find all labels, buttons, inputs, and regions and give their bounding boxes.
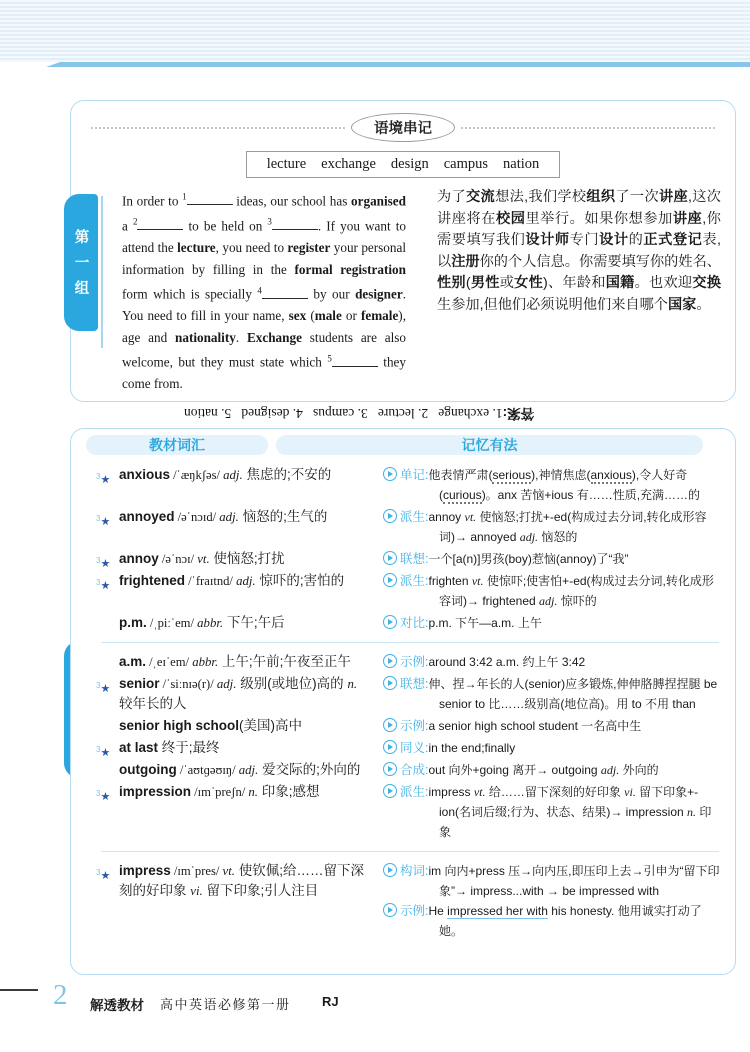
fill-blank-2: 2 — [133, 218, 184, 233]
note-type-label: 联想: — [400, 677, 429, 691]
note-type-label: 合成: — [400, 763, 429, 777]
vocab-word-cell: $^3$★ annoy /əˈnɔɪ/ vt. 使恼怒;打扰 — [119, 549, 371, 569]
memory-note: 联想:一个[a(n)]男孩(boy)惹恼(annoy)了“我” — [383, 549, 723, 569]
play-circle-icon — [383, 654, 397, 668]
memory-note: 合成:out 向外+going 离开→ outgoing adj. 外向的 — [383, 760, 723, 780]
column-header-words: 教材词汇 — [86, 435, 268, 455]
play-circle-icon — [383, 509, 397, 523]
book-brand: 解透教材 — [90, 998, 144, 1013]
fill-blank-5: 5 — [327, 355, 378, 370]
star-rating-icon: $^3$★ — [96, 556, 111, 570]
vocab-word-cell: $^3$★ impression /ɪmˈpreʃn/ n. 印象;感想 — [119, 782, 371, 802]
star-rating-icon: $^3$★ — [96, 578, 111, 592]
vocab-word-cell: outgoing /ˈaʊtɡəʊɪŋ/ adj. 爱交际的;外向的 — [119, 762, 361, 777]
vocab-entry-row — [93, 760, 723, 780]
passage-english: In order to $^1$ ideas, our school has organised a $^2$ to be held on $^3$ . If you want to attend the lecture, you need to register your personal information by filling in the formal registration form which is specially $^4$ by our designer. You need to fill in your name, sex (male or female), age and nationality. Exchange students are also welcome, but they must state which $^5$ they come from. — [122, 192, 407, 392]
vocab-entry-row — [93, 652, 723, 672]
dotted-divider — [461, 127, 715, 129]
note-type-label: 对比: — [400, 616, 429, 630]
footer-rule — [0, 989, 38, 991]
cloze-passage — [83, 187, 723, 395]
vocab-word-cell: $^3$★ senior /ˈsiːnɪə(r)/ adj. 级别(或地位)高的 n. 较年长的人 — [96, 676, 358, 711]
answers-row — [83, 405, 723, 426]
memory-note: 联想:伸、捏→年长的人(senior)应多锻炼,伸伸胳膊捏捏腿 be senior to 比……级别高(地位高)。用 to 不用 than — [383, 674, 723, 714]
tab-accent-line — [101, 196, 103, 348]
context-title-row — [91, 113, 715, 142]
memory-note: 同义:in the end;finally — [383, 738, 723, 758]
context-memory-section — [70, 100, 736, 421]
vocab-word-cell: $^3$★ annoyed /əˈnɔɪd/ adj. 恼怒的;生气的 — [119, 507, 371, 527]
star-rating-icon: $^3$★ — [96, 514, 111, 528]
memory-note: 对比:p.m. 下午—a.m. 上午 — [383, 613, 723, 633]
answer-key-upside-down — [184, 405, 534, 425]
blank-line — [187, 193, 233, 206]
vocab-word-cell: $^3$★ anxious /ˈæŋkʃəs/ adj. 焦虑的;不安的 — [119, 465, 371, 485]
memory-note: 派生:annoy vt. 使恼怒;打扰+-ed(构成过去分词,转化成形容词)→ annoyed adj. 恼怒的 — [383, 507, 723, 547]
vocab-entry-row — [93, 613, 723, 633]
vocab-memory-cell — [383, 613, 723, 633]
vocab-word-cell: $^3$★ at last 终于;最终 — [119, 738, 371, 758]
vocabulary-section — [70, 428, 736, 975]
play-circle-icon — [383, 903, 397, 917]
vocab-memory-cell — [383, 465, 723, 505]
vocab-memory-cell — [383, 507, 723, 547]
word-bank-word: exchange — [321, 156, 376, 172]
blank-line — [137, 218, 183, 231]
page-number: 2 — [53, 979, 68, 1011]
vocab-memory-cell — [383, 716, 723, 736]
note-type-label: 示例: — [400, 655, 429, 669]
play-circle-icon — [383, 467, 397, 481]
play-circle-icon — [383, 784, 397, 798]
vocab-entry-row — [93, 861, 723, 941]
group-tab-1-label: 第一组 — [72, 229, 89, 306]
book-title: 高中英语必修第一册 — [160, 997, 291, 1012]
word-bank-word: design — [390, 156, 429, 172]
fill-blank-1: 1 — [182, 193, 233, 208]
note-type-label: 联想: — [400, 552, 429, 566]
play-circle-icon — [383, 573, 397, 587]
blank-line — [272, 218, 318, 231]
vocab-entry-row — [93, 465, 723, 505]
blank-line — [262, 286, 308, 299]
play-circle-icon — [383, 718, 397, 732]
word-bank — [246, 151, 560, 178]
word-bank-word: nation — [503, 156, 540, 172]
vocab-memory-cell — [383, 738, 723, 758]
note-type-label: 单记: — [400, 468, 429, 482]
note-type-label: 派生: — [400, 510, 429, 524]
note-type-label: 构词: — [400, 864, 429, 878]
vocab-memory-cell — [383, 760, 723, 780]
memory-note: 构词:im 向内+press 压→向内压,即压印上去→引申为“留下印象”→ impress...with → be impressed with — [383, 861, 723, 901]
answer-key-label: 答案: — [502, 405, 535, 421]
star-rating-icon: $^3$★ — [96, 472, 111, 486]
passage-chinese-translation: 为了交流想法,我们学校组织了一次讲座,这次讲座将在校园里举行。如果你想参加讲座,你需要填写我们设计师专门设计的正式登记表,以注册你的个人信息。你需要填写你的姓名、性别(男性或女性)、年龄和国籍。也欢迎交换生参加,但他们必须说明他们来自哪个国家。 — [437, 189, 721, 313]
memory-note: 派生:frighten vt. 使惊吓;使害怕+-ed(构成过去分词,转化成形容词)→ frightened adj. 惊吓的 — [383, 571, 723, 611]
play-circle-icon — [383, 762, 397, 776]
vocab-memory-cell — [383, 652, 723, 672]
column-header-row — [71, 435, 735, 455]
vocab-entry-row — [93, 716, 723, 736]
blank-line — [332, 354, 378, 367]
memory-note: 派生:impress vt. 给……留下深刻的好印象 vi. 留下印象+-ion(名词后缀;行为、状态、结果)→ impression n. 印象 — [383, 782, 723, 842]
vocab-word-cell: $^3$★ impress /ɪmˈpres/ vt. 使钦佩;给……留下深刻的好印象 vi. 留下印象;引人注目 — [96, 863, 364, 898]
note-type-label: 同义: — [400, 741, 429, 755]
book-edition: RJ — [322, 994, 339, 1009]
vocab-word-cell: a.m. /ˌeɪˈem/ abbr. 上午;午前;午夜至正午 — [119, 654, 351, 669]
vocab-entry-row — [93, 507, 723, 547]
vocab-word-cell: p.m. /ˌpiːˈem/ abbr. 下午;午后 — [119, 615, 285, 630]
star-rating-icon: $^3$★ — [96, 745, 111, 759]
note-type-label: 派生: — [400, 574, 429, 588]
play-circle-icon — [383, 551, 397, 565]
play-circle-icon — [383, 863, 397, 877]
note-type-label: 派生: — [400, 785, 429, 799]
note-type-label: 示例: — [400, 904, 429, 918]
group-divider — [101, 851, 719, 852]
star-rating-icon: $^3$★ — [96, 868, 111, 882]
memory-note: 示例:around 3:42 a.m. 约上午 3:42 — [383, 652, 723, 672]
vocab-word-cell: senior high school(美国)高中 — [119, 718, 303, 733]
group-divider — [101, 642, 719, 643]
fill-blank-3: 3 — [267, 218, 318, 233]
star-rating-icon: $^3$★ — [96, 681, 111, 695]
vocab-memory-cell — [383, 782, 723, 842]
memory-note: 示例:He impressed her with his honesty. 他用诚实打动了她。 — [383, 901, 723, 941]
vocab-rows — [71, 463, 735, 941]
vocab-entry-row — [93, 549, 723, 569]
play-circle-icon — [383, 740, 397, 754]
fill-blank-4: 4 — [257, 287, 308, 302]
note-type-label: 示例: — [400, 719, 429, 733]
vocab-word-cell: $^3$★ frightened /ˈfraɪtnd/ adj. 惊吓的;害怕的 — [119, 571, 371, 591]
vocab-memory-cell — [383, 549, 723, 569]
vocab-memory-cell — [383, 674, 723, 714]
vocab-memory-cell — [383, 571, 723, 611]
star-rating-icon: $^3$★ — [96, 789, 111, 803]
column-header-memory: 记忆有法 — [276, 435, 703, 455]
vocab-memory-cell — [383, 861, 723, 941]
group-tab-1 — [64, 194, 98, 331]
vocab-entry-row — [93, 738, 723, 758]
play-circle-icon — [383, 615, 397, 629]
word-bank-word: campus — [443, 156, 489, 172]
play-circle-icon — [383, 676, 397, 690]
vocab-entry-row — [93, 674, 723, 714]
vocab-entry-row — [93, 571, 723, 611]
answer-key-text: 1. exchange 2. lecture 3. campus 4. designed 5. nation — [183, 405, 503, 421]
section-title-context: 语境串记 — [351, 113, 455, 142]
memory-note: 单记:他表情严肃(serious),神情焦虑(anxious),令人好奇(curious)。anx 苦恼+ious 有……性质,充满……的 — [383, 465, 723, 505]
word-bank-word: lecture — [266, 156, 307, 172]
top-decor-rule — [46, 62, 750, 67]
top-decor-band — [0, 0, 750, 62]
dotted-divider — [91, 127, 345, 129]
memory-note: 示例:a senior high school student 一名高中生 — [383, 716, 723, 736]
vocab-entry-row — [93, 782, 723, 842]
